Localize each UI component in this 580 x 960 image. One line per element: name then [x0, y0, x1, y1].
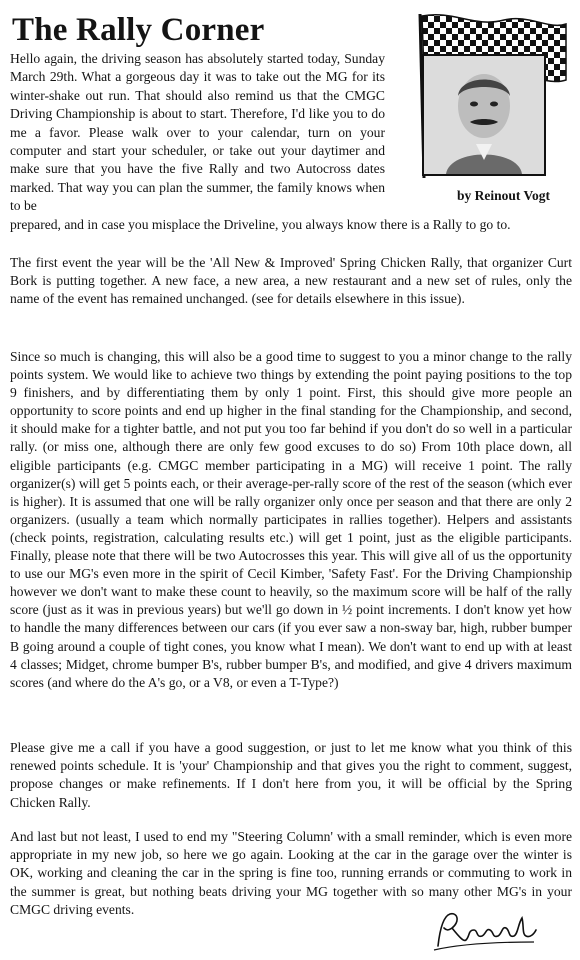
author-byline: by Reinout Vogt [457, 188, 551, 203]
article-paragraph-5: And last but not least, I used to end my "Steering Column' with a small reminder, which is even more appropriate in my new job, so here we go again. Looking at the car in the garage over the winter is OK, working and cleaning the car in the spring is fine too, running errands or commuting to work in the summer is great, but nothing beats driving your MG together with so many other MG's in your CMGC driving events. [10, 829, 572, 917]
article-paragraph-1: Hello again, the driving season has absolutely started today, Sunday March 29th. What a gorgeous day it was to take out the MG for its winter-shake out run. That should also remind us that the CMGC Driving Championship is about to start. Therefore, I'd like you to do me a favor. Please walk over to your calendar, turn on your computer and start your scheduler, or take out your daytimer and make sure that you have the five Rally and two Autocross dates marked. That way you can plan the summer, the family knows when to be [10, 51, 385, 214]
author-photo-with-checkered-flag [404, 10, 569, 180]
article-title: The Rally Corner [12, 12, 265, 48]
author-portrait [422, 54, 546, 176]
article-paragraph-2: The first event the year will be the 'All New & Improved' Spring Chicken Rally, that organizer Curt Bork is putting together. A new face, a new area, a new restaurant and a new set of rules, only the name of the event has remained unchanged. (see for details elsewhere in this issue). [10, 255, 572, 307]
handwritten-signature [430, 908, 540, 954]
article-paragraph-3: Since so much is changing, this will also be a good time to suggest to you a minor change to the rally points system. We would like to achieve two things by extending the point paying positions to the top 9 finishers, and by differentiating them by only 1 point. First, this should give more people an opportunity to score points and end up higher in the final standing for the Championship, and second, it should make for a tighter battle, and not put you too far behind if you don't do so well in a particular rally. (or miss one, although there are only few good excuses to do so) From 10th place down, all eligible participants (e.g. CMGC member participating in a MG) will receive 1 point. The rally organizer(s) will get 5 points each, or their average-per-rally score of the rest of the season (which ever is higher). It is assumed that one will be rally organizer only once per season and that there are only 2 organizers. (usually a team which normally participates in rallies together). Helpers and assistants (check points, registration, calculating results etc.) will get 1 point, just as the eligible participants. Finally, please note that there will be two Autocrosses this year. This will give all of us the opportunity to use our MG's even more in the spirit of Cecil Kimber, 'Safety Fast'. For the Driving Championship however we don't want to make these count to heavily, so the maximum score will be half of the rally score (just as it was in previous years) but we'll go down in ½ point increments. I don't know yet how to handle the many differences between our cars (if you ever saw a non-sway bar, high, rubber bumper B going around a couple of tight cones, you know what I mean). We don't want to end up with at least 4 classes; Midget, chrome bumper B's, rubber bumper B's, and modified, and give 4 drivers maximum scores (and where do the A's go, or a V8, or even a T-Type?) [10, 349, 572, 690]
portrait-icon [424, 56, 544, 174]
article-paragraph-1-continuation: prepared, and in case you misplace the Driveline, you always know there is a Rally to go to. [10, 217, 511, 232]
article-paragraph-4: Please give me a call if you have a good suggestion, or just to let me know what you think of this renewed points schedule. It is 'your' Championship and that gives you the right to comment, suggest, propose changes or make refinements. If I don't here from you, it will be official by the Spring Chicken Rally. [10, 740, 572, 810]
